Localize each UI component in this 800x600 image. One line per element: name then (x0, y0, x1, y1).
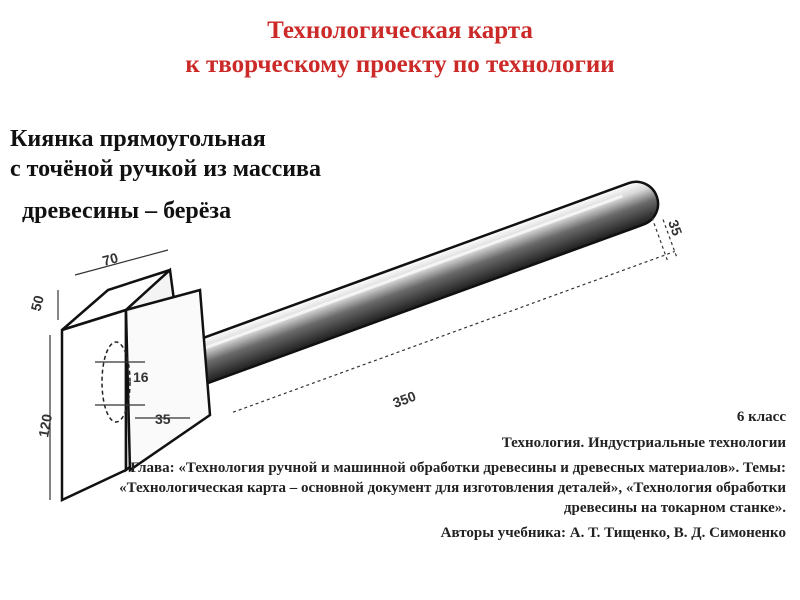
project-line-2: с точёной ручкой из массива (10, 156, 322, 182)
dim-16-label: 16 (133, 369, 149, 385)
project-line-3: древесины – берёза (22, 198, 232, 224)
page-title (0, 14, 800, 82)
chapter-text: Глава: «Технология ручной и машинной обработки древесины и древесных материалов». Темы: «Технологическая карта – основной документ для изготовления деталей», «Технология обработки древесины на токарном станке». (119, 460, 786, 516)
dim-50-label: 50 (27, 293, 47, 313)
authors-label: Авторы учебника: А. Т. Тищенко, В. Д. Симоненко (440, 525, 786, 541)
info-block (66, 406, 786, 548)
grade-label: 6 класс (736, 409, 786, 425)
project-name (10, 124, 321, 226)
dim-35-label: 35 (155, 411, 171, 427)
title-line-1: Технологическая карта (267, 17, 533, 44)
dim-35-handle-label: 35 (665, 217, 686, 238)
dim-350-label: 350 (390, 387, 418, 411)
subject-label: Технология. Индустриальные технологии (501, 435, 786, 451)
project-line-1: Киянка прямоугольная (10, 126, 266, 152)
dim-120-label: 120 (35, 412, 56, 439)
title-line-2: к творческому проекту по технологии (185, 51, 615, 78)
dim-70-label: 70 (100, 249, 120, 269)
